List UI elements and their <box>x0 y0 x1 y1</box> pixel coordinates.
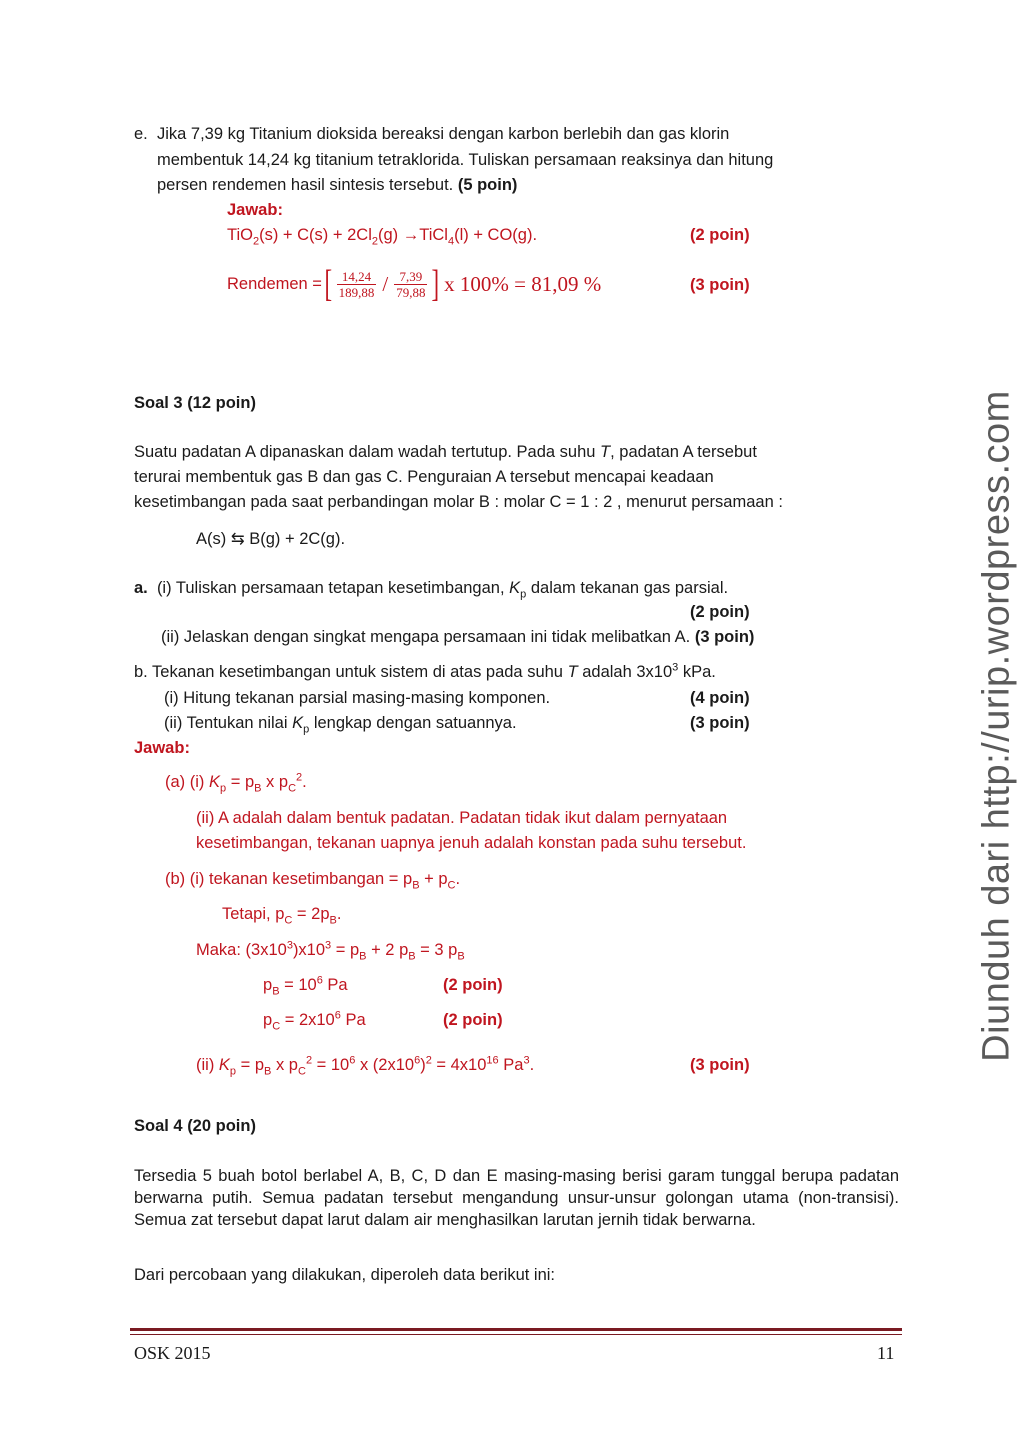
part-e-answer-label: Jawab: <box>227 201 283 219</box>
question-b: b. Tekanan kesetimbangan untuk sistem di atas pada suhu T adalah $3x10^3$ kPa. <box>134 661 716 681</box>
footer-label: OSK 2015 <box>134 1343 211 1363</box>
question-a-i-text-a: (i) Tuliskan persamaan tetapan kesetimbangan, <box>156 579 510 597</box>
answer-b-i: (b) (i) tekanan kesetimbangan = $p_B + p_C$. <box>165 870 461 892</box>
question-a-ii-points: (3 poin) <box>694 628 755 646</box>
intro1-part-a: Suatu padatan A dipanaskan dalam wadah tertutup. Pada suhu <box>134 443 601 461</box>
download-watermark: Diunduh dari http://urip.wordpress.com <box>975 390 1018 1062</box>
right-bracket: ] <box>431 263 440 305</box>
question-a-i: a. (i) Tuliskan persamaan tetapan kesetimbangan, $K_p$ dalam tekanan gas parsial. <box>134 579 729 601</box>
soal3-intro-line3: kesetimbangan pada saat perbandingan molar B : molar C = 1 : 2 , menurut persamaan : <box>134 493 783 511</box>
question-b-i: (i) Hitung tekanan parsial masing-masing komponen. <box>164 689 551 707</box>
soal3-intro-line1 <box>134 443 757 462</box>
frac1-denominator: 189,88 <box>338 284 375 300</box>
question-b-text-c: kPa. <box>678 663 716 681</box>
soal4-heading: Soal 4 (20 poin) <box>134 1117 256 1135</box>
answer-b-ii: (ii) $K_p = p_B$ x $p_C^2 = 10^6$ x $(2x10^6)^2 = 4x10^{16}$ Pa$^3$. <box>196 1054 535 1078</box>
yield-points: (3 poin) <box>690 276 750 294</box>
soal3-heading: Soal 3 (12 poin) <box>134 394 256 412</box>
part-e-line1: Jika 7,39 kg Titanium dioksida bereaksi dengan karbon berlebih dan gas klorin <box>157 125 730 143</box>
part-e-line3-text: persen rendemen hasil sintesis tersebut. <box>157 176 454 194</box>
yield-formula <box>227 262 601 306</box>
answer-pc-points: (2 poin) <box>443 1011 503 1029</box>
soal4-paragraph2: Dari percobaan yang dilakukan, diperoleh data berikut ini: <box>134 1266 556 1284</box>
fraction-reactant <box>394 269 427 300</box>
soal3-equation: A(s) ⇆ B(g) + 2C(g). <box>196 530 346 548</box>
footer-rule-thick <box>130 1328 902 1331</box>
question-b-text-a: b. Tekanan kesetimbangan untuk sistem di atas pada suhu <box>134 663 568 681</box>
answer-pb-points: (2 poin) <box>443 976 503 994</box>
answer-a-ii-line2: kesetimbangan, tekanan uapnya jenuh adalah konstan pada suhu tersebut. <box>196 834 747 852</box>
fraction-slash: / <box>382 271 389 296</box>
answer-a-ii-line1: (ii) A adalah dalam bentuk padatan. Padatan tidak ikut dalam pernyataan <box>196 809 728 827</box>
answer-b-ii-points: (3 poin) <box>690 1056 750 1074</box>
yield-label: Rendemen = <box>227 274 322 293</box>
question-b-ii: (ii) Tentukan nilai $K_p$ lengkap dengan satuannya. <box>164 714 517 736</box>
answer-tetapi: Tetapi, $p_C = 2p_B$. <box>222 905 342 927</box>
answer-b-i-prefix: (b) (i) tekanan kesetimbangan = <box>165 870 404 888</box>
intro1-part-b: , padatan A tersebut <box>610 443 757 461</box>
part-e-line3 <box>157 176 517 195</box>
part-e-marker: e. <box>134 125 148 143</box>
question-b-i-points: (4 poin) <box>690 689 750 707</box>
answer-maka-label: Maka: <box>196 941 246 959</box>
question-a-ii-text: (ii) Jelaskan dengan singkat mengapa persamaan ini tidak melibatkan A. <box>161 628 691 646</box>
equation-points: (2 poin) <box>690 226 750 244</box>
answer-a-i: (a) (i) $K_p = p_B$ x $p_C^2$. <box>165 771 307 795</box>
frac1-numerator: 14,24 <box>337 269 377 285</box>
answer-a-i-prefix: (a) (i) <box>165 773 209 791</box>
footer-rule-thin <box>130 1334 902 1335</box>
fraction-product <box>337 269 377 300</box>
answer-pc: $p_C = 2x10^6$ Pa <box>263 1009 366 1033</box>
part-e-line2: membentuk 14,24 kg titanium tetraklorida. Tuliskan persamaan reaksinya dan hitung <box>157 151 774 169</box>
question-a-marker: a. <box>134 579 148 597</box>
yield-result: x 100% = 81,09 % <box>444 271 602 296</box>
page-number: 11 <box>877 1343 895 1363</box>
question-a-i-points: (2 poin) <box>690 603 750 621</box>
reaction-equation: $TiO_2(s) + C(s) + 2Cl_2(g)$ →TiCl$_4$(l) + CO(g). <box>227 226 538 248</box>
question-b-temperature: T <box>567 663 578 681</box>
temperature-symbol: T <box>600 443 611 461</box>
part-e-points: (5 poin) <box>457 176 518 194</box>
soal4-paragraph1: Tersedia 5 buah botol berlabel A, B, C, D dan E masing-masing berisi garam tunggal berupa padatan berwarna putih. Semua padatan tersebut mengandung unsur-unsur golongan utama (non-transisi). Semua zat tersebut dapat larut dalam air menghasilkan larutan jernih tidak berwarna. <box>134 1167 899 1229</box>
left-bracket: [ <box>324 263 333 305</box>
answer-maka: Maka: $(3x10^3)x10^3 = p_B + 2$ $p_B = 3$ $p_B$ <box>196 939 465 963</box>
answer-tetapi-label: Tetapi, <box>222 905 276 923</box>
question-b-text-b: adalah 3x10 <box>577 663 673 681</box>
question-b-ii-text-b: lengkap dengan satuannya. <box>309 714 517 732</box>
frac2-numerator: 7,39 <box>394 269 427 285</box>
question-b-ii-points: (3 poin) <box>690 714 750 732</box>
soal3-intro-line2: terurai membentuk gas B dan gas C. Penguraian A tersebut mencapai keadaan <box>134 468 714 486</box>
question-b-ii-text-a: (ii) Tentukan nilai <box>164 714 293 732</box>
answer-pb: $p_B = 10^6$ Pa <box>263 974 348 998</box>
soal3-answer-label: Jawab: <box>134 739 190 757</box>
question-a-i-text-b: dalam tekanan gas parsial. <box>526 579 729 597</box>
question-a-ii <box>161 628 754 647</box>
frac2-denominator: 79,88 <box>396 284 426 300</box>
